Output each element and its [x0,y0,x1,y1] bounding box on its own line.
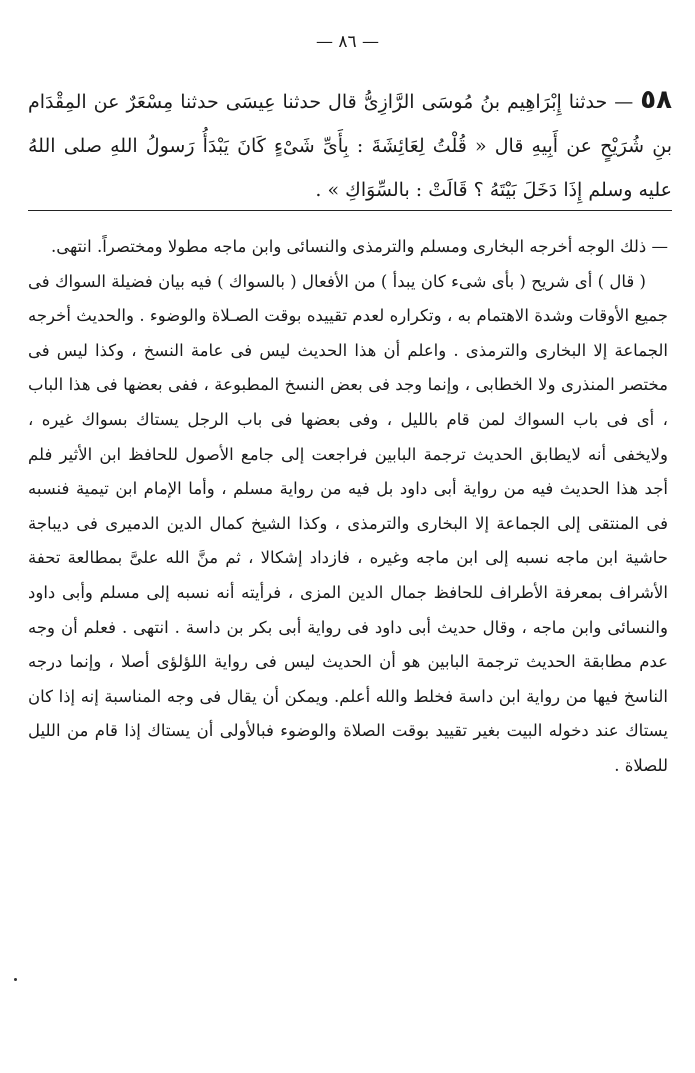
commentary-paragraph-1: — ذلك الوجه أخرجه البخارى ومسلم والترمذى والنسائى وابن ماجه مطولا ومختصراً. انتهى. [50,237,668,256]
margin-dot [14,978,17,981]
hadith-block [28,78,672,212]
commentary-paragraph-2: ( قال ) أى شريح ( بأى شىء كان يبدأ ) من الأفعال ( بالسواك ) فيه بيان فضيلة السواك فى جميع الأوقات وشدة الاهتمام به ، وتكراره لعدم تقييده بوقت الصـلاة والوضوء . والحديث أخرجه الجماعة إلا البخارى والترمذى . واعلم أن هذا الحديث ليس فى عامة النسخ ، وكذا ليس فى مختصر المنذرى ولا الخطابى ، وإنما وجد فى بعض النسخ المطبوعة ، ففى بعضها فى هذا الباب ، أى فى باب السواك لمن قام بالليل ، وفى بعضها فى باب الرجل يستاك بسواك غيره ، ولايخفى أنه لايطابق الحديث ترجمة البابين فراجعت إلى جامع الأصول للحافظ ابن الأثير فلم أجد هذا الحديث فيه من رواية أبى داود بل فيه من رواية مسلم ، وأما الإمام ابن تيمية فنسبه فى المنتقى إلى الجماعة إلا البخارى والترمذى ، وكذا الشيخ كمال الدين الدميرى فى ديباجة حاشية ابن ماجه نسبه إلى ابن ماجه وغيره ، فازداد إشكالا ، ثم منَّ الله علىَّ بمطالعة تحفة الأشراف بمعرفة الأطراف للحافظ جمال الدين المزى ، فرأيته أنه نسبه إلى مسلم وأبى داود والنسائى وابن ماجه ، وقال حديث أبى داود فى رواية أبى بكر بن داسة . انتهى . فعلم أن وجه عدم مطابقة الحديث ترجمة البابين هو أن الحديث ليس فى رواية اللؤلؤى أصلا ، وإنما درجه الناسخ فيها من رواية ابن داسة فخلط والله أعلم. ويمكن أن يقال فى وجه المناسبة إنه إذا كان يستاك عند دخوله البيت بغير تقييد بوقت الصلاة والوضوء فبالأولى أن يستاك إذا قام من الليل للصلاة . [28,271,668,775]
commentary-block [28,230,668,784]
hadith-text: — حدثنا إِبْرَاهِيم بنُ مُوسَى الرَّازِىُّ قال حدثنا عِيسَى حدثنا مِسْعَرٌ عن المِقْدَام بنِ شُرَيْحٍ عن أَبِيهِ قال « قُلْتُ لِعَائِشَةَ : بِأَىِّ شَىْءٍ كَانَ يَبْدَأُ رَسولُ اللهِ صلى اللهُ عليه وسلم إِذَا دَخَلَ بَيْتَهُ ؟ قَالَتْ : بالسِّوَاكِ » . [28,91,672,201]
section-divider [28,210,672,211]
page-number: — ٨٦ — [315,32,380,52]
hadith-number: ٥٨ [640,85,672,115]
